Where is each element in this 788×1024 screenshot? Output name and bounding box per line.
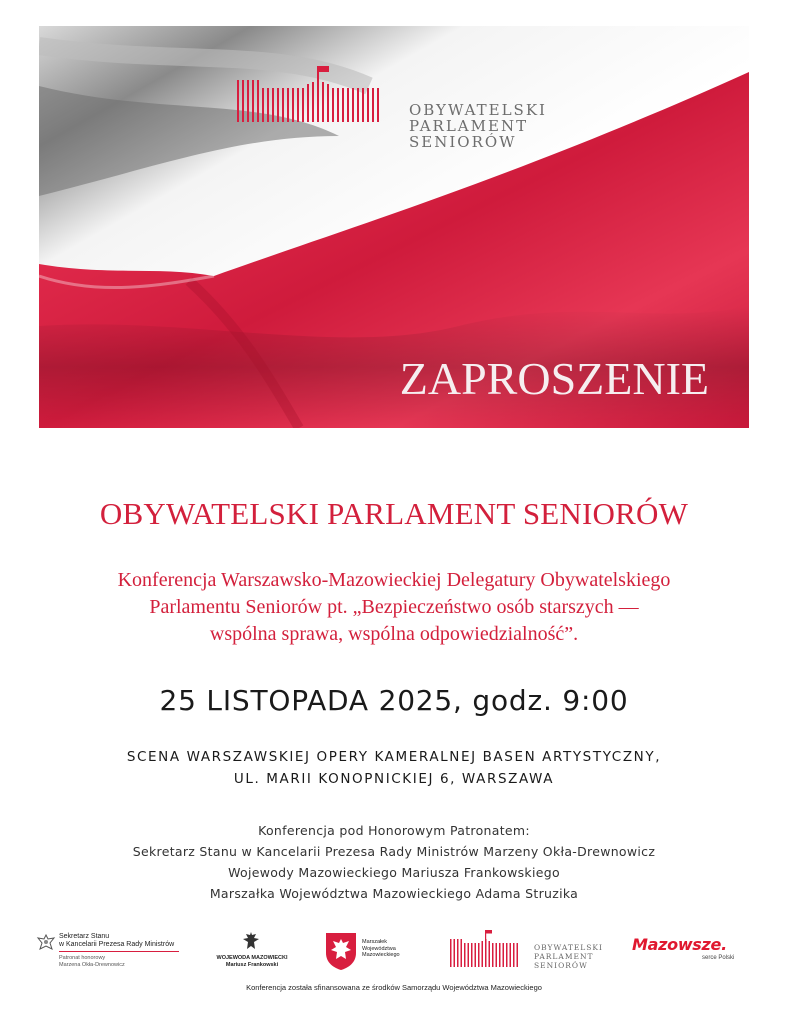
- patronage-line-2: Wojewody Mazowieckiego Mariusza Frankowskiego: [228, 865, 560, 880]
- sekretarz-line-4: Marzena Okła-Drewnowicz: [59, 962, 125, 968]
- event-description: [40, 567, 748, 648]
- parliament-logo-small-icon: [450, 929, 525, 969]
- sekretarz-red-rule: [59, 951, 179, 952]
- ops-logo-line-1: OBYWATELSKI: [534, 943, 603, 952]
- event-venue: [0, 746, 788, 790]
- description-line-3: wspólna sprawa, wspólna odpowiedzialność”.: [209, 623, 579, 645]
- description-line-2: Parlamentu Seniorów pt. „Bezpieczeństwo osób starszych —: [149, 596, 639, 618]
- invitation-headline: ZAPROSZENIE: [399, 353, 709, 404]
- banner-logo-line-2: PARLAMENT: [409, 117, 529, 135]
- sponsor-logos: [0, 925, 788, 985]
- venue-line-2: UL. MARII KONOPNICKIEJ 6, WARSZAWA: [233, 771, 555, 787]
- marszalek-line-3: Mazowieckiego: [362, 952, 400, 958]
- marszalek-line-2: Województwa: [362, 945, 396, 952]
- flag-banner: [39, 26, 749, 428]
- eagle-emblem-icon: [241, 931, 261, 953]
- patronage-heading: Konferencja pod Honorowym Patronatem:: [258, 823, 530, 838]
- event-date: 25 LISTOPADA 2025, godz. 9:00: [159, 684, 629, 717]
- mazovia-coat-of-arms-icon: [324, 931, 358, 971]
- mazowsze-logo: [632, 935, 757, 961]
- sekretarz-line-3: Patronat honorowy: [59, 955, 106, 961]
- wojewoda-line-2: Mariusz Frankowski: [225, 962, 279, 968]
- banner-logo-line-3: SENIORÓW: [409, 133, 517, 151]
- event-title: OBYWATELSKI PARLAMENT SENIORÓW: [99, 496, 689, 531]
- banner-logo-text: [409, 102, 547, 150]
- ops-logo-line-3: SENIORÓW: [534, 961, 588, 970]
- honorary-patronage: [0, 820, 788, 904]
- sekretarz-line-2: w Kancelarii Prezesa Rady Ministrów: [59, 941, 175, 948]
- ops-logo-line-2: PARLAMENT: [534, 952, 594, 961]
- mazowsze-wordmark: Mazowsze.: [632, 935, 727, 954]
- marszalek-line-1: Marszałek: [362, 939, 388, 945]
- funding-note: Konferencja została sfinansowana ze środków Samorządu Województwa Mazowieckiego: [246, 983, 542, 992]
- banner-logo-line-1: OBYWATELSKI: [409, 101, 547, 119]
- patronage-line-1: Sekretarz Stanu w Kancelarii Prezesa Rady Ministrów Marzeny Okła-Drewnowicz: [132, 844, 656, 859]
- white-eagle-icon: [36, 933, 56, 955]
- wojewoda-line-1: WOJEWODA MAZOWIECKI: [216, 955, 288, 961]
- sekretarz-line-1: Sekretarz Stanu: [59, 933, 110, 940]
- patronage-line-3: Marszałka Województwa Mazowieckiego Adama Struzika: [209, 886, 579, 901]
- mazowsze-tagline: serce Polski: [702, 955, 735, 961]
- venue-line-1: SCENA WARSZAWSKIEJ OPERY KAMERALNEJ BASEN ARTYSTYCZNY,: [126, 749, 662, 765]
- description-line-1: Konferencja Warszawsko-Mazowieckiej Delegatury Obywatelskiego: [117, 569, 671, 591]
